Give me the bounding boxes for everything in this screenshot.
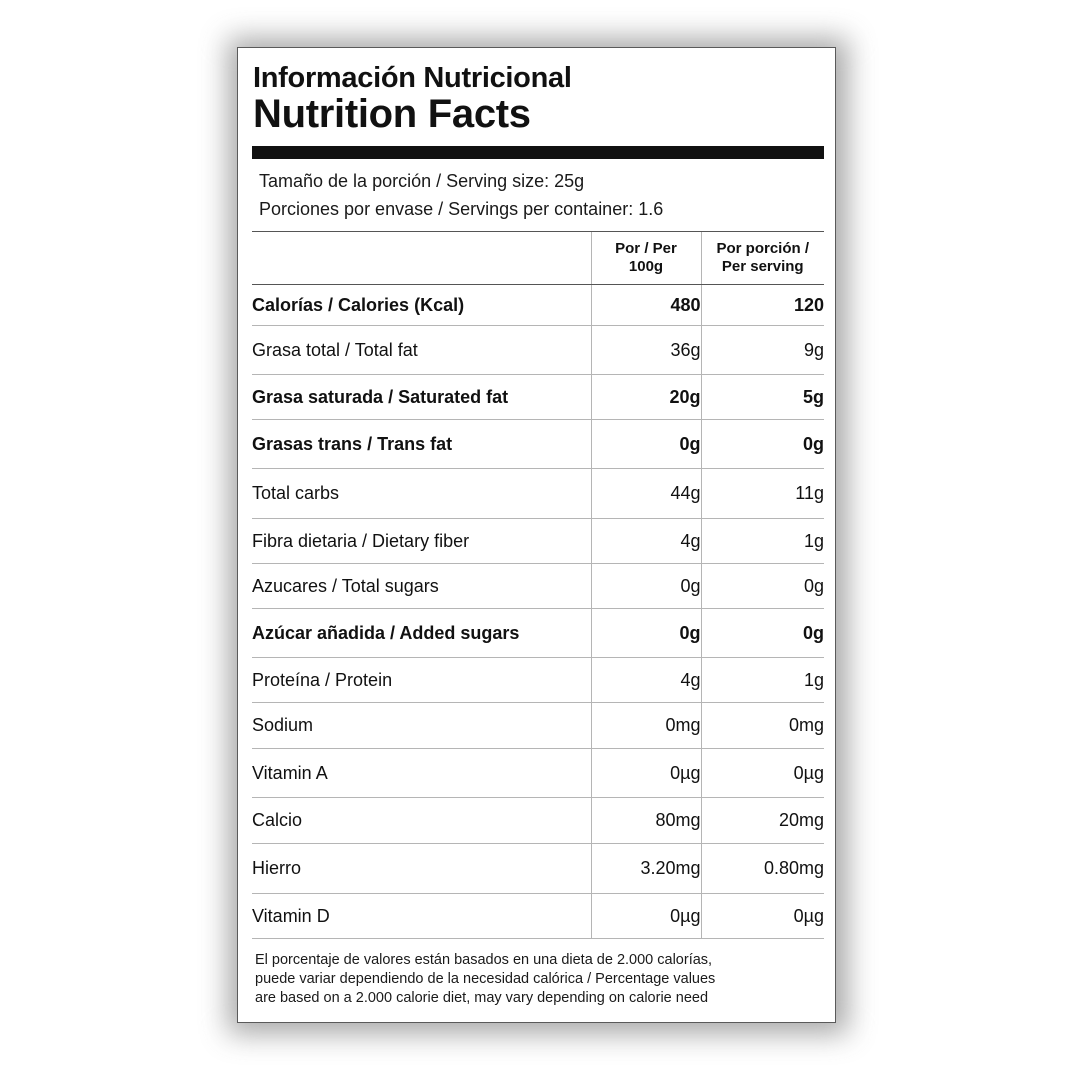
nutrient-name: Proteína / Protein [252, 658, 591, 703]
header-per-serving-line2: Per serving [721, 258, 804, 275]
nutrient-name: Calorías / Calories (Kcal) [252, 285, 591, 326]
servings-per-container: Porciones por envase / Servings per container: 1.6 [259, 199, 664, 219]
nutrient-name: Grasa total / Total fat [252, 326, 591, 375]
value-per-100g: 36g [591, 326, 701, 375]
value-per-serving: 0g [701, 609, 824, 658]
value-per-100g: 4g [591, 519, 701, 564]
header-per-100g [591, 232, 701, 285]
nutrient-name: Azúcar añadida / Added sugars [252, 609, 591, 658]
table-row [252, 420, 824, 469]
nutrition-label [237, 47, 836, 1023]
value-per-serving: 20mg [701, 798, 824, 844]
footnote-line: puede variar dependiendo de la necesidad calórica / Percentage values [255, 971, 716, 987]
table-row [252, 749, 824, 798]
table-row [252, 798, 824, 844]
value-per-100g: 0µg [591, 749, 701, 798]
nutrient-name: Vitamin D [252, 894, 591, 939]
table-row [252, 375, 824, 420]
serving-size: Tamaño de la porción / Serving size: 25g [259, 171, 585, 191]
nutrient-name: Hierro [252, 844, 591, 894]
table-row [252, 285, 824, 326]
value-per-serving: 0µg [701, 894, 824, 939]
nutrient-name: Sodium [252, 703, 591, 749]
value-per-serving: 0.80mg [701, 844, 824, 894]
table-row [252, 844, 824, 894]
header-divider-bar [252, 146, 824, 159]
title-english: Nutrition Facts [253, 92, 531, 136]
title-spanish: Información Nutricional [253, 62, 572, 94]
header-nutrient [252, 232, 591, 285]
value-per-100g: 480 [591, 285, 701, 326]
value-per-serving: 1g [701, 519, 824, 564]
table-row [252, 564, 824, 609]
value-per-serving: 0mg [701, 703, 824, 749]
table-row [252, 609, 824, 658]
value-per-serving: 5g [701, 375, 824, 420]
table-row [252, 469, 824, 519]
table-row [252, 519, 824, 564]
table-row [252, 326, 824, 375]
value-per-100g: 0g [591, 420, 701, 469]
nutrition-table [252, 231, 824, 939]
table-row [252, 894, 824, 939]
table-row [252, 658, 824, 703]
value-per-100g: 44g [591, 469, 701, 519]
table-row [252, 703, 824, 749]
value-per-serving: 120 [701, 285, 824, 326]
value-per-100g: 20g [591, 375, 701, 420]
value-per-100g: 4g [591, 658, 701, 703]
value-per-100g: 80mg [591, 798, 701, 844]
footnote [255, 951, 825, 1008]
value-per-100g: 0µg [591, 894, 701, 939]
nutrient-name: Grasa saturada / Saturated fat [252, 375, 591, 420]
value-per-100g: 0mg [591, 703, 701, 749]
value-per-serving: 9g [701, 326, 824, 375]
nutrient-name: Grasas trans / Trans fat [252, 420, 591, 469]
nutrient-name: Vitamin A [252, 749, 591, 798]
nutrient-name: Total carbs [252, 469, 591, 519]
header-per-100g-line2: 100g [628, 258, 664, 275]
value-per-serving: 0µg [701, 749, 824, 798]
header-per-100g-line1: Por / Per [615, 240, 677, 257]
header-per-serving-line1: Por porción / [716, 240, 809, 257]
value-per-serving: 11g [701, 469, 824, 519]
value-per-100g: 3.20mg [591, 844, 701, 894]
value-per-serving: 0g [701, 564, 824, 609]
value-per-100g: 0g [591, 564, 701, 609]
table-header-row [252, 232, 824, 285]
nutrient-name: Calcio [252, 798, 591, 844]
value-per-serving: 1g [701, 658, 824, 703]
footnote-line: El porcentaje de valores están basados en una dieta de 2.000 calorías, [255, 952, 713, 968]
nutrient-name: Fibra dietaria / Dietary fiber [252, 519, 591, 564]
nutrient-name: Azucares / Total sugars [252, 564, 591, 609]
footnote-line: are based on a 2.000 calorie diet, may vary depending on calorie need [255, 990, 709, 1006]
value-per-serving: 0g [701, 420, 824, 469]
header-per-serving [701, 232, 824, 285]
value-per-100g: 0g [591, 609, 701, 658]
